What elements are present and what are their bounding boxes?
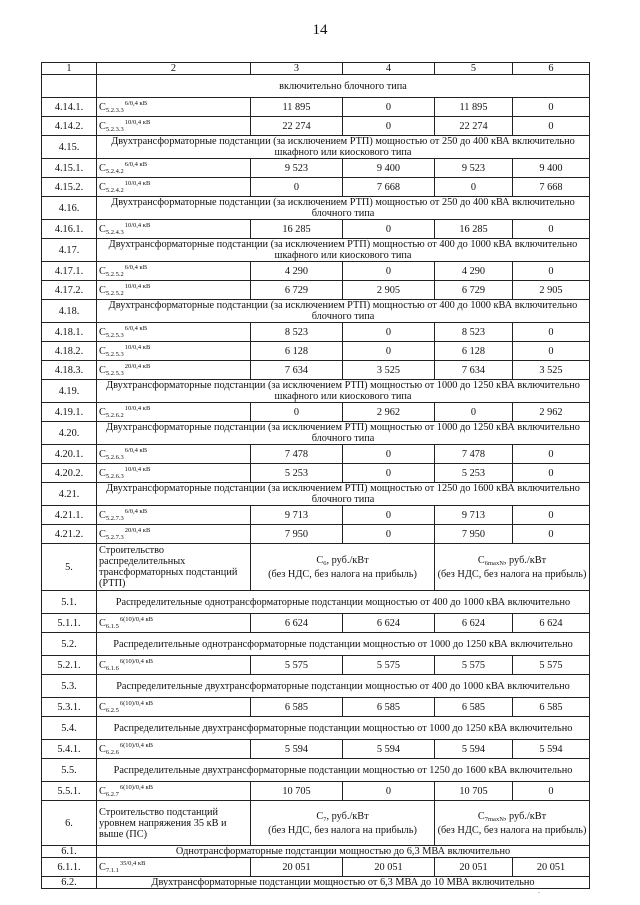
value-cell: 7 950	[251, 525, 343, 544]
row-number: 4.20.2.	[42, 464, 97, 483]
section-number: 6.1.	[42, 846, 97, 858]
rate-code-voltage: 35/0,4 кВ	[119, 860, 146, 867]
rate-code	[97, 782, 251, 801]
value-cell: 3 525	[513, 361, 590, 380]
rate-code	[97, 178, 251, 197]
rate-header-left	[251, 544, 435, 591]
value-cell: 0	[513, 525, 590, 544]
value-cell: 7 668	[513, 178, 590, 197]
value-cell: 7 478	[251, 445, 343, 464]
rate-symbol: С	[316, 810, 324, 822]
rate-symbol-index: 7	[323, 815, 327, 823]
value-cell: 20 051	[513, 858, 590, 877]
value-cell: 0	[513, 445, 590, 464]
value-cell: 20 051	[251, 858, 343, 877]
rate-code	[97, 262, 251, 281]
rate-header-right	[435, 801, 590, 846]
value-cell: 9 523	[435, 159, 513, 178]
value-cell: 5 575	[435, 656, 513, 675]
section-title: Распределительные однотрансформаторные подстанции мощностью от 1000 до 1250 кВА включительно	[97, 633, 590, 656]
section-row	[42, 483, 590, 506]
rate-code-index: 7.1.1	[105, 867, 119, 874]
rate-code-base: С	[99, 224, 106, 235]
rate-code-voltage: 20/0,4 кВ	[124, 363, 151, 370]
rate-code-index: 5.2.5.3	[105, 332, 124, 339]
table-row	[42, 506, 590, 525]
value-cell: 11 895	[435, 98, 513, 117]
rate-code-voltage: 6/0,4 кВ	[124, 161, 148, 168]
rate-code-voltage: 20/0,4 кВ	[124, 527, 151, 534]
value-cell: 5 253	[251, 464, 343, 483]
table-row	[42, 740, 590, 759]
value-cell: 5 253	[435, 464, 513, 483]
value-cell: 6 624	[251, 614, 343, 633]
value-cell: 6 585	[343, 698, 435, 717]
rate-code	[97, 506, 251, 525]
table-row	[42, 656, 590, 675]
value-cell: 0	[343, 220, 435, 239]
column-number: 1	[42, 63, 97, 75]
value-cell: 5 575	[251, 656, 343, 675]
rate-code-voltage: 6/0,4 кВ	[124, 264, 148, 271]
column-number: 3	[251, 63, 343, 75]
section-title: Распределительные двухтрансформаторные подстанции мощностью от 1000 до 1250 кВА включительно	[97, 717, 590, 740]
value-cell: 0	[343, 117, 435, 136]
group-number: 6.	[42, 801, 97, 846]
section-title: Двухтрансформаторные подстанции (за исключением РТП) мощностью от 1000 до 1250 кВА включительно шкафного или киоскового типа	[97, 380, 590, 403]
rate-code-base: С	[99, 510, 106, 521]
section-title: включительно блочного типа	[97, 75, 590, 98]
group-title: Строительство подстанций уровнем напряжения 35 кВ и выше (ПС)	[97, 801, 251, 846]
row-number: 4.18.2.	[42, 342, 97, 361]
row-number: 4.20.1.	[42, 445, 97, 464]
value-cell: 4 290	[251, 262, 343, 281]
section-title: Двухтрансформаторные подстанции (за исключением РТП) мощностью от 400 до 1000 кВА включительно шкафного или киоскового типа	[97, 239, 590, 262]
rate-header-line	[437, 555, 587, 569]
table-row	[42, 342, 590, 361]
table-row	[42, 858, 590, 877]
rate-code	[97, 323, 251, 342]
value-cell: 20 051	[435, 858, 513, 877]
section-number: 5.1.	[42, 591, 97, 614]
rate-code-voltage: 6/0,4 кВ	[124, 447, 148, 454]
row-number: 4.18.1.	[42, 323, 97, 342]
rate-header-line	[253, 555, 432, 569]
value-cell: 0	[513, 323, 590, 342]
value-cell: 9 400	[513, 159, 590, 178]
rate-code-index: 6.2.7	[105, 791, 119, 798]
section-row	[42, 846, 590, 858]
section-number: 4.19.	[42, 380, 97, 403]
value-cell: 7 634	[251, 361, 343, 380]
rate-code-voltage: 6(10)/0,4 кВ	[119, 742, 154, 749]
value-cell: 20 051	[343, 858, 435, 877]
rate-code-base: С	[99, 102, 106, 113]
rate-code-index: 6.1.5	[105, 623, 119, 630]
value-cell: 22 274	[251, 117, 343, 136]
section-title: Двухтрансформаторные подстанции (за исключением РТП) мощностью от 1250 до 1600 кВА включительно блочного типа	[97, 483, 590, 506]
rate-code-base: С	[99, 266, 106, 277]
value-cell: 6 585	[513, 698, 590, 717]
rate-code-index: 6.1.6	[105, 665, 119, 672]
group-title: Строительство распределительных трансформаторных подстанций (РТП)	[97, 544, 251, 591]
section-title: Двухтрансформаторные подстанции (за исключением РТП) мощностью от 250 до 400 кВА включительно блочного типа	[97, 197, 590, 220]
rate-unit: , руб./кВт	[503, 810, 547, 822]
rate-code-base: С	[99, 365, 106, 376]
rate-code	[97, 98, 251, 117]
value-cell: 0	[343, 445, 435, 464]
section-row	[42, 380, 590, 403]
rate-code-base: С	[99, 862, 106, 873]
rate-code-base: С	[99, 285, 106, 296]
row-number: 4.18.3.	[42, 361, 97, 380]
rate-code-voltage: 6/0,4 кВ	[124, 508, 148, 515]
rate-code-base: С	[99, 407, 106, 418]
rate-code-voltage: 10/0,4 кВ	[124, 466, 151, 473]
row-number: 5.4.1.	[42, 740, 97, 759]
value-cell: 0	[513, 782, 590, 801]
rate-code-index: 6.2.6	[105, 749, 119, 756]
rate-code-base: С	[99, 786, 106, 797]
rate-code	[97, 361, 251, 380]
section-number: 4.17.	[42, 239, 97, 262]
rate-code	[97, 220, 251, 239]
rate-code-base: С	[99, 702, 106, 713]
rate-code	[97, 656, 251, 675]
value-cell: 0	[513, 262, 590, 281]
rate-code-base: С	[99, 660, 106, 671]
section-number: 4.21.	[42, 483, 97, 506]
row-number: 4.17.1.	[42, 262, 97, 281]
value-cell: 6 624	[513, 614, 590, 633]
rate-code-base: С	[99, 468, 106, 479]
section-title: Двухтрансформаторные подстанции (за исключением РТП) мощностью от 400 до 1000 кВА включительно блочного типа	[97, 300, 590, 323]
rate-code-index: 5.2.4.3	[105, 229, 124, 236]
rate-code	[97, 342, 251, 361]
value-cell: 16 285	[251, 220, 343, 239]
rate-code	[97, 159, 251, 178]
rate-symbol-index: 6	[323, 559, 327, 567]
value-cell: 6 585	[435, 698, 513, 717]
group-heading-row	[42, 801, 590, 846]
rate-code-index: 5.2.4.2	[105, 168, 124, 175]
section-number: 5.2.	[42, 633, 97, 656]
rate-header-line	[437, 811, 587, 825]
value-cell: 0	[343, 525, 435, 544]
rate-header-left	[251, 801, 435, 846]
value-cell: 10 705	[251, 782, 343, 801]
value-cell: 0	[513, 464, 590, 483]
section-row	[42, 633, 590, 656]
value-cell: 5 594	[251, 740, 343, 759]
section-row	[42, 717, 590, 740]
value-cell: 9 713	[435, 506, 513, 525]
section-title: Распределительные двухтрансформаторные подстанции мощностью от 400 до 1000 кВА включительно	[97, 675, 590, 698]
column-number: 4	[343, 63, 435, 75]
section-title: Распределительные двухтрансформаторные подстанции мощностью от 1250 до 1600 кВА включительно	[97, 759, 590, 782]
table-row	[42, 698, 590, 717]
rate-symbol: С	[316, 554, 324, 566]
section-title: Распределительные однотрансформаторные подстанции мощностью от 400 до 1000 кВА включительно	[97, 591, 590, 614]
rate-code-index: 5.2.5.3	[105, 351, 124, 358]
column-number: 6	[513, 63, 590, 75]
row-number: 5.2.1.	[42, 656, 97, 675]
rate-code-index: 5.2.3.3	[105, 126, 124, 133]
value-cell: 5 575	[513, 656, 590, 675]
rate-symbol: С	[477, 810, 485, 822]
rate-code	[97, 403, 251, 422]
section-number	[42, 75, 97, 98]
rate-code-voltage: 6/0,4 кВ	[124, 100, 148, 107]
rate-code-index: 6.2.5	[105, 707, 119, 714]
row-number: 4.15.2.	[42, 178, 97, 197]
rate-code	[97, 445, 251, 464]
rate-code	[97, 740, 251, 759]
value-cell: 0	[513, 342, 590, 361]
section-number: 6.2.	[42, 877, 97, 889]
section-number: 4.20.	[42, 422, 97, 445]
value-cell: 6 624	[343, 614, 435, 633]
column-numbers-row	[42, 63, 590, 75]
value-cell: 0	[343, 262, 435, 281]
value-cell: 6 729	[435, 281, 513, 300]
rate-code-index: 5.2.4.2	[105, 187, 124, 194]
table-row	[42, 464, 590, 483]
value-cell: 0	[513, 220, 590, 239]
rate-symbol-index: 6maxN	[484, 559, 504, 567]
table-row	[42, 220, 590, 239]
rate-code	[97, 117, 251, 136]
rate-code	[97, 614, 251, 633]
tariff-table	[41, 62, 590, 889]
value-cell: 0	[343, 464, 435, 483]
rate-code-voltage: 6(10)/0,4 кВ	[119, 784, 154, 791]
value-cell: 0	[343, 342, 435, 361]
rate-code-index: 5.2.3.3	[105, 107, 124, 114]
value-cell: 9 400	[343, 159, 435, 178]
rate-code-base: С	[99, 121, 106, 132]
column-number: 2	[97, 63, 251, 75]
rate-code-base: С	[99, 163, 106, 174]
section-row	[42, 300, 590, 323]
value-cell: 0	[343, 506, 435, 525]
table-row	[42, 178, 590, 197]
value-cell: 5 594	[435, 740, 513, 759]
section-row	[42, 759, 590, 782]
rate-code	[97, 464, 251, 483]
value-cell: 16 285	[435, 220, 513, 239]
table-row	[42, 525, 590, 544]
rate-code-index: 5.2.6.3	[105, 454, 124, 461]
rate-code-base: С	[99, 346, 106, 357]
section-row	[42, 675, 590, 698]
row-number: 4.15.1.	[42, 159, 97, 178]
table-row	[42, 323, 590, 342]
value-cell: 2 962	[513, 403, 590, 422]
section-row	[42, 877, 590, 889]
section-row	[42, 75, 590, 98]
footer-mark: .	[538, 886, 540, 895]
table-row	[42, 117, 590, 136]
rate-code-base: С	[99, 449, 106, 460]
section-number: 4.16.	[42, 197, 97, 220]
value-cell: 6 729	[251, 281, 343, 300]
value-cell: 0	[343, 782, 435, 801]
value-cell: 22 274	[435, 117, 513, 136]
section-title: Двухтрансформаторные подстанции (за исключением РТП) мощностью от 1000 до 1250 кВА включительно блочного типа	[97, 422, 590, 445]
rate-header-note: (без НДС, без налога на прибыль)	[437, 824, 587, 836]
value-cell: 5 594	[513, 740, 590, 759]
table-row	[42, 159, 590, 178]
rate-code	[97, 281, 251, 300]
rate-code-base: С	[99, 529, 106, 540]
rate-code-voltage: 10/0,4 кВ	[124, 119, 151, 126]
section-number: 4.18.	[42, 300, 97, 323]
rate-code-voltage: 10/0,4 кВ	[124, 180, 151, 187]
rate-code-voltage: 6(10)/0,4 кВ	[119, 616, 154, 623]
value-cell: 2 962	[343, 403, 435, 422]
rate-unit: , руб./кВт	[503, 554, 547, 566]
value-cell: 8 523	[251, 323, 343, 342]
rate-header-right	[435, 544, 590, 591]
table-row	[42, 361, 590, 380]
value-cell: 2 905	[343, 281, 435, 300]
rate-code-voltage: 6(10)/0,4 кВ	[119, 700, 154, 707]
rate-code-voltage: 10/0,4 кВ	[124, 344, 151, 351]
value-cell: 2 905	[513, 281, 590, 300]
row-number: 5.1.1.	[42, 614, 97, 633]
row-number: 4.21.1.	[42, 506, 97, 525]
row-number: 4.19.1.	[42, 403, 97, 422]
row-number: 6.1.1.	[42, 858, 97, 877]
value-cell: 7 668	[343, 178, 435, 197]
rate-code-base: С	[99, 744, 106, 755]
value-cell: 6 624	[435, 614, 513, 633]
value-cell: 0	[435, 178, 513, 197]
value-cell: 4 290	[435, 262, 513, 281]
rate-code-index: 5.2.7.3	[105, 515, 124, 522]
table-row	[42, 281, 590, 300]
rate-code	[97, 858, 251, 877]
value-cell: 9 523	[251, 159, 343, 178]
rate-code-index: 5.2.5.3	[105, 370, 124, 377]
rate-unit: , руб./кВт	[326, 810, 369, 822]
section-row	[42, 591, 590, 614]
value-cell: 8 523	[435, 323, 513, 342]
section-row	[42, 136, 590, 159]
row-number: 4.14.1.	[42, 98, 97, 117]
rate-symbol-index: 7maxN	[484, 815, 504, 823]
value-cell: 5 575	[343, 656, 435, 675]
value-cell: 7 634	[435, 361, 513, 380]
rate-code	[97, 525, 251, 544]
value-cell: 10 705	[435, 782, 513, 801]
table-row	[42, 614, 590, 633]
value-cell: 6 585	[251, 698, 343, 717]
section-row	[42, 239, 590, 262]
value-cell: 0	[343, 323, 435, 342]
rate-code-index: 5.2.6.3	[105, 473, 124, 480]
section-title: Двухтрансформаторные подстанции (за исключением РТП) мощностью от 250 до 400 кВА включительно шкафного или киоскового типа	[97, 136, 590, 159]
rate-code-voltage: 10/0,4 кВ	[124, 283, 151, 290]
value-cell: 9 713	[251, 506, 343, 525]
section-row	[42, 197, 590, 220]
rate-code	[97, 698, 251, 717]
value-cell: 6 128	[251, 342, 343, 361]
rate-code-index: 5.2.5.2	[105, 290, 124, 297]
rate-code-index: 5.2.7.3	[105, 534, 124, 541]
section-number: 5.4.	[42, 717, 97, 740]
table-row	[42, 262, 590, 281]
row-number: 4.17.2.	[42, 281, 97, 300]
value-cell: 5 594	[343, 740, 435, 759]
row-number: 4.21.2.	[42, 525, 97, 544]
value-cell: 3 525	[343, 361, 435, 380]
group-number: 5.	[42, 544, 97, 591]
value-cell: 7 478	[435, 445, 513, 464]
table-row	[42, 782, 590, 801]
rate-header-line	[253, 811, 432, 825]
table-row	[42, 98, 590, 117]
rate-code-voltage: 10/0,4 кВ	[124, 405, 151, 412]
column-number: 5	[435, 63, 513, 75]
rate-unit: , руб./кВт	[326, 554, 369, 566]
rate-header-note: (без НДС, без налога на прибыль)	[437, 568, 587, 580]
group-heading-row	[42, 544, 590, 591]
value-cell: 0	[343, 98, 435, 117]
value-cell: 0	[513, 98, 590, 117]
section-number: 5.3.	[42, 675, 97, 698]
page-number: 14	[312, 22, 328, 38]
row-number: 5.3.1.	[42, 698, 97, 717]
rate-code-base: С	[99, 327, 106, 338]
row-number: 4.16.1.	[42, 220, 97, 239]
section-number: 5.5.	[42, 759, 97, 782]
row-number: 5.5.1.	[42, 782, 97, 801]
value-cell: 7 950	[435, 525, 513, 544]
value-cell: 0	[513, 506, 590, 525]
section-number: 4.15.	[42, 136, 97, 159]
rate-code-index: 5.2.6.2	[105, 412, 124, 419]
section-title: Двухтрансформаторные подстанции мощностью от 6,3 МВА до 10 МВА включительно	[97, 877, 590, 889]
value-cell: 0	[435, 403, 513, 422]
rate-code-index: 5.2.5.2	[105, 271, 124, 278]
value-cell: 11 895	[251, 98, 343, 117]
rate-code-base: С	[99, 618, 106, 629]
rate-code-voltage: 6/0,4 кВ	[124, 325, 148, 332]
value-cell: 6 128	[435, 342, 513, 361]
table-row	[42, 403, 590, 422]
value-cell: 0	[513, 117, 590, 136]
rate-code-voltage: 10/0,4 кВ	[124, 222, 151, 229]
rate-code-voltage: 6(10)/0,4 кВ	[119, 658, 154, 665]
section-row	[42, 422, 590, 445]
table-row	[42, 445, 590, 464]
rate-code-base: С	[99, 182, 106, 193]
rate-header-note: (без НДС, без налога на прибыль)	[268, 568, 417, 580]
rate-symbol: С	[477, 554, 485, 566]
row-number: 4.14.2.	[42, 117, 97, 136]
value-cell: 0	[251, 403, 343, 422]
rate-header-note: (без НДС, без налога на прибыль)	[268, 824, 417, 836]
section-title: Однотрансформаторные подстанции мощностью до 6,3 МВА включительно	[97, 846, 590, 858]
value-cell: 0	[251, 178, 343, 197]
